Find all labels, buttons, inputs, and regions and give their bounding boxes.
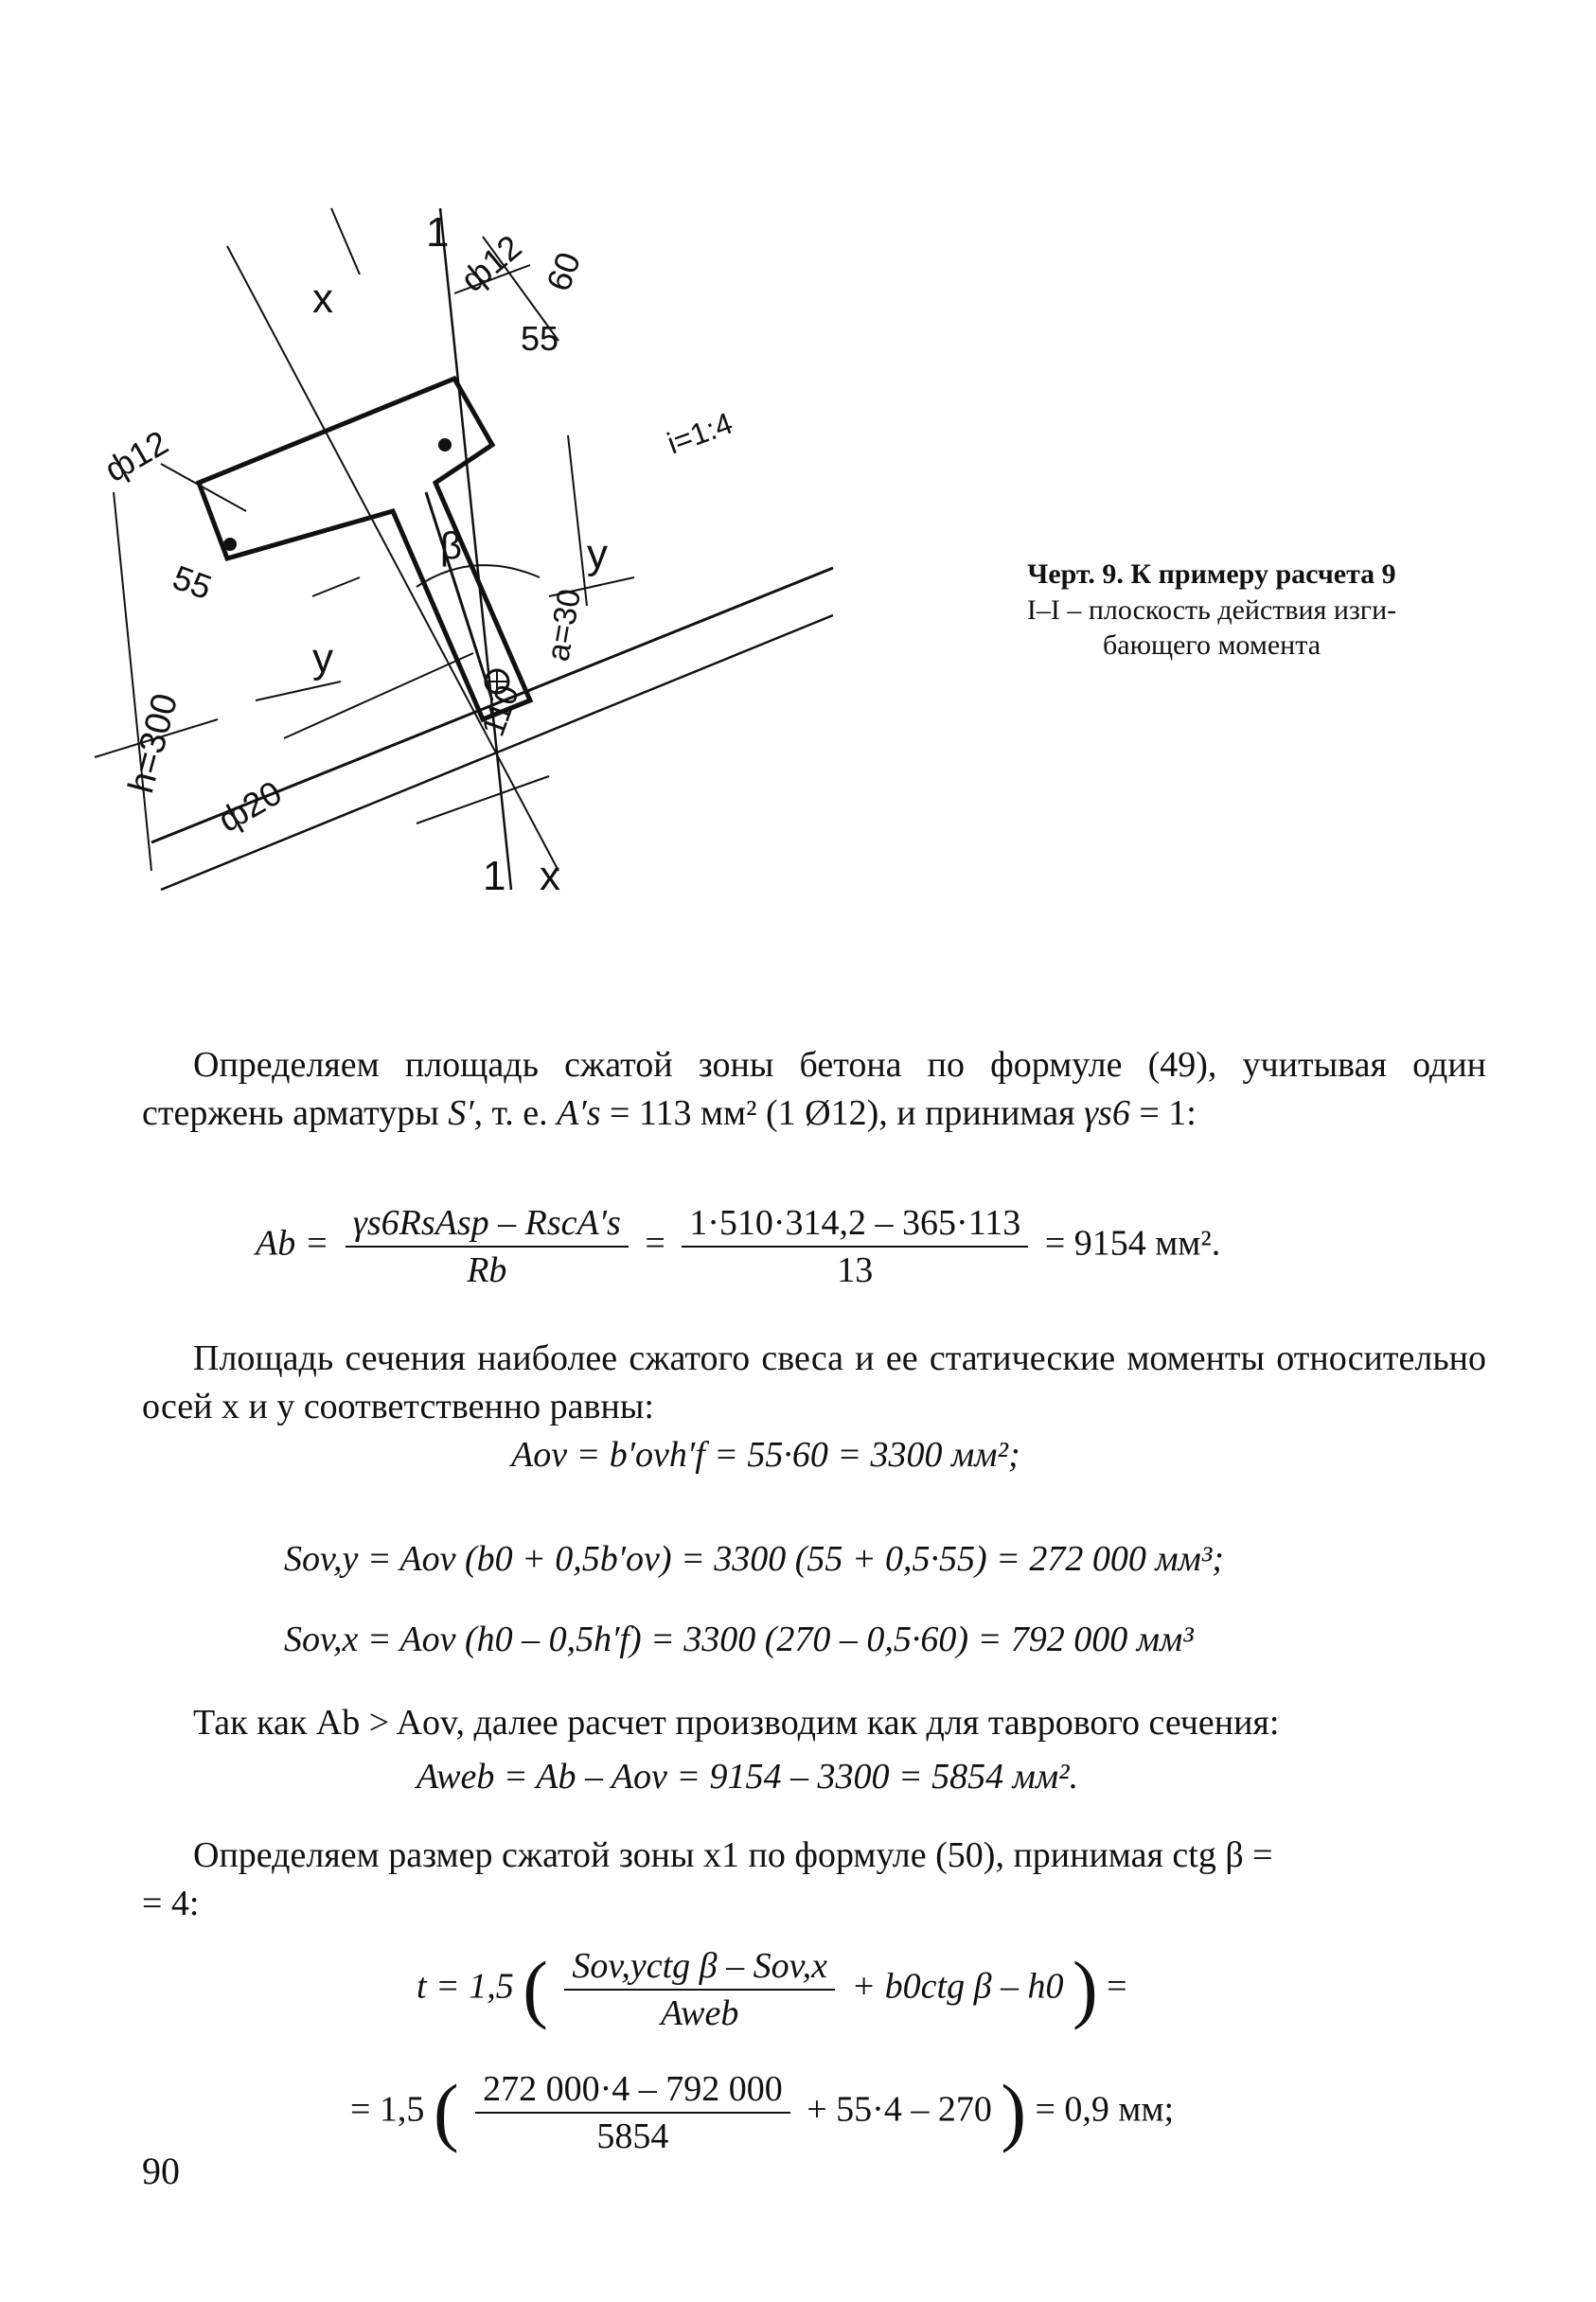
f6-lhs: t = 1,5 [417,1966,514,2007]
tee-section-drawing [98,208,890,947]
f1-result: = 9154 мм². [1044,1223,1221,1264]
axis-x-line [227,246,559,871]
f1-fraction-1 [346,1202,629,1291]
label-bar-bottom: ф20 [211,772,289,840]
caption-title: Черт. 9. К примеру расчета 9 [1027,558,1396,590]
paragraph-4 [142,1832,1486,1927]
label-axis-y-left: y [312,635,333,682]
f7-fraction [475,2068,790,2157]
f6-num: Sov,yctg β – Sov,x [564,1945,835,1991]
f7-close-paren: ) [1001,2070,1026,2154]
f6-tail: + b0ctg β – h0 [851,1966,1064,2007]
f6-open-paren: ( [523,1947,548,2031]
f7-den: 5854 [596,2116,669,2156]
f7-num: 272 000·4 – 792 000 [475,2068,790,2114]
f6-close-paren: ) [1073,1947,1098,2031]
f1-fraction-2 [682,1202,1028,1291]
f7-result: = 0,9 мм; [1035,2089,1175,2130]
tee-section-outline [199,379,530,719]
caption-line-2: бающего момента [1102,629,1321,661]
label-bar-top-left: ф12 [98,422,175,489]
label-angle-beta: β [440,525,463,567]
f7-open-paren: ( [433,2070,459,2154]
f1-num2: 1·510·314,2 – 365·113 [682,1202,1028,1248]
paragraph-2: Площадь сечения наиболее сжатого свеса и ее статические моменты относительно осей x и y соответственно равны: [142,1338,1486,1426]
bar-top-left-mark [223,538,237,551]
formula-t-value [350,2068,1174,2157]
f7-tail: + 55·4 – 270 [807,2089,992,2130]
f7-lhs: = 1,5 [350,2089,425,2130]
figure-caption [947,557,1477,664]
f1-den: Rb [467,1250,507,1290]
label-dim-a: a=30 [540,586,589,664]
bar-top-right-mark [438,438,452,452]
p1-text-c: , т. е. [473,1092,558,1133]
f6-fraction [564,1945,835,2034]
p1-symbol-as: A′s [557,1092,601,1133]
p1-symbol-s: S′ [448,1092,474,1133]
label-dim-110: 110 [474,680,527,741]
paragraph-1 [142,1041,1486,1137]
formula-aweb: Aweb = Ab – Aov = 9154 – 3300 = 5854 мм². [417,1757,1079,1797]
label-dim-55-right: 55 [521,319,559,358]
caption-line-1: I–I – плоскость действия изги- [1026,593,1397,626]
p1-text-g: = 1: [1129,1092,1197,1133]
p1-text-e: = 113 мм² (1 Ø12), и принимая [600,1092,1085,1133]
formula-aov: Aov = b′ovh′f = 55·60 = 3300 мм²; [511,1435,1020,1475]
f1-den2: 13 [837,1250,874,1290]
page-number: 90 [142,2150,180,2192]
label-dim-55-left: 55 [168,557,217,608]
paragraph-3: Так как Ab > Aov, далее расчет производим как для таврового сечения: [193,1703,1280,1743]
label-axis-1-top: 1 [426,209,450,256]
f1-lhs: Ab = [256,1223,329,1264]
f6-end: = [1107,1966,1127,2007]
f6-den: Aweb [661,1993,739,2033]
p4-line-2: = 4: [142,1883,200,1923]
label-axis-y-right: y [587,531,608,577]
label-dim-h: h=300 [121,689,186,798]
f1-num: γs6RsAsp – RscA′s [346,1202,629,1248]
label-axis-x-bottom: x [540,853,560,899]
formula-ab [256,1202,1220,1291]
label-axis-1-bottom: 1 [483,853,506,899]
label-bar-top-right: ф12 [452,226,529,300]
label-slope: i=1:4 [663,405,737,461]
f1-eq: = [645,1223,665,1264]
p4-line-1: Определяем размер сжатой зоны x1 по формуле (50), принимая ctg β = [193,1835,1273,1875]
label-axis-x-top: x [312,275,333,322]
formula-sov-x: Sov,x = Aov (h0 – 0,5h′f) = 3300 (270 – 0,5·60) = 792 000 мм³ [284,1620,1194,1659]
formula-t [417,1945,1127,2034]
p1-text-a: Определяем площадь сжатой зоны бетона по формуле (49), учитывая один стержень арматуры [142,1045,1486,1133]
p1-symbol-gamma: γs6 [1084,1092,1130,1133]
label-dim-60: 60 [538,247,589,296]
formula-sov-y: Sov,y = Aov (b0 + 0,5b′ov) = 3300 (55 + 0,5·55) = 272 000 мм³; [284,1539,1224,1579]
